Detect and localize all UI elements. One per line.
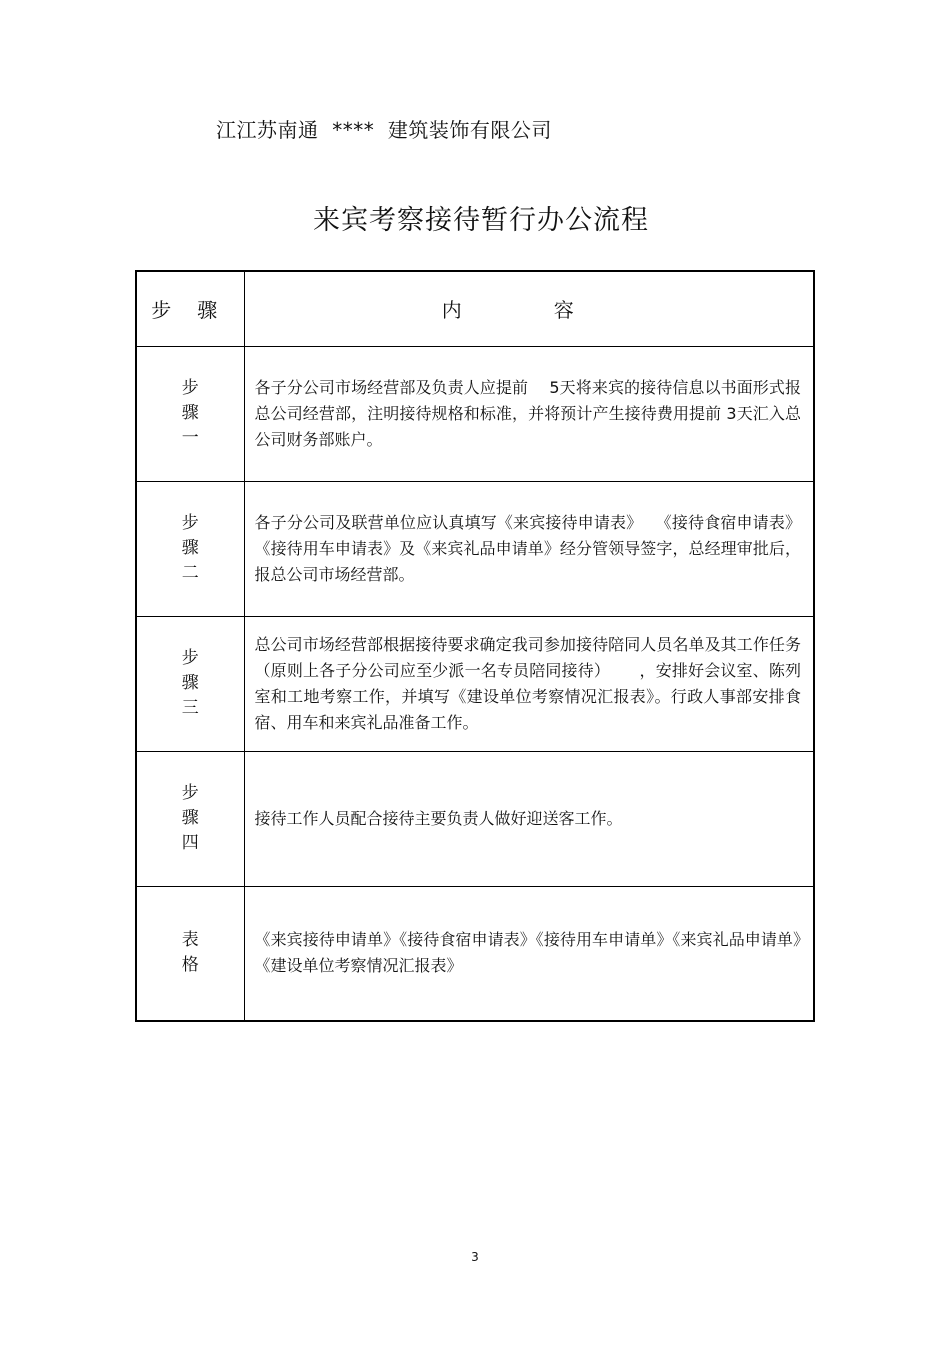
step-char: 骤 [181, 808, 199, 828]
step-content: 接待工作人员配合接待主要负责人做好迎送客工作。 [244, 751, 814, 886]
step-char: 表 [181, 930, 199, 951]
step-char: 步 [181, 648, 199, 668]
table-row [136, 751, 814, 886]
table-row [136, 886, 814, 1021]
step-content: 各子分公司及联营单位应认真填写《来宾接待申请表》 《接待食宿申请表》《接待用车申请表》及《来宾礼品申请单》经分管领导签字，总经理审批后，报总公司市场经营部。 [244, 481, 814, 616]
document-title: 来宾考察接待暂行办公流程 [313, 205, 649, 236]
step-char: 四 [181, 833, 199, 853]
table-row [136, 346, 814, 481]
step-char: 骤 [181, 538, 199, 558]
table-row [136, 481, 814, 616]
table-header-row [136, 271, 814, 346]
step-char: 格 [181, 955, 199, 976]
step-char: 步 [181, 783, 199, 803]
process-table [135, 270, 815, 1022]
step-char: 步 [181, 378, 199, 398]
step-content: 总公司市场经营部根据接待要求确定我司参加接待陪同人员名单及其工作任务（原则上各子分公司应至少派一名专员陪同接待） ，安排好会议室、陈列室和工地考察工作，并填写《建设单位考察情况汇报表》。行政人事部安排食宿、用车和来宾礼品准备工作。 [244, 616, 814, 751]
step-label [136, 481, 244, 616]
step-char: 一 [181, 428, 199, 448]
step-label [136, 616, 244, 751]
step-label [136, 751, 244, 886]
header-content: 内容 [244, 271, 814, 346]
step-char: 二 [181, 563, 199, 583]
step-content: 各子分公司市场经营部及负责人应提前 5天将来宾的接待信息以书面形式报总公司经营部，注明接待规格和标准，并将预计产生接待费用提前 3天汇入总公司财务部账户。 [244, 346, 814, 481]
step-char: 骤 [181, 673, 199, 693]
step-label [136, 346, 244, 481]
forms-list: 《来宾接待申请单》《接待食宿申请表》《接待用车申请单》《来宾礼品申请单》《建设单位考察情况汇报表》 [244, 886, 814, 1021]
step-char: 骤 [181, 403, 199, 423]
step-char: 三 [181, 698, 199, 718]
table-row [136, 616, 814, 751]
forms-label [136, 886, 244, 1021]
header-step: 步骤 [136, 271, 244, 346]
page-number: 3 [471, 1250, 479, 1264]
company-name: 江江苏南通 **** 建筑装饰有限公司 [216, 118, 552, 142]
step-char: 步 [181, 513, 199, 533]
